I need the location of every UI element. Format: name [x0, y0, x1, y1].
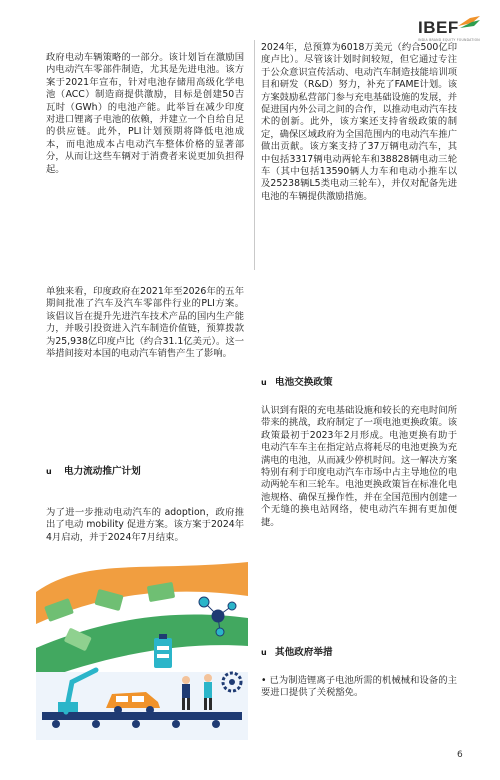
- heading-battery-swapping: [261, 377, 333, 389]
- page-number: 6: [457, 750, 463, 760]
- heading-emps-text: 电力流动推广计划: [64, 466, 141, 477]
- right-paragraph-battery-swapping: 认识到有限的充电基础设施和较长的充电时间所带来的挑战，政府制定了一项电池更换政策。该政策最初于2023年2月形成。电池更换有助于电动汽车车主在指定站点将耗尽的电池更换为充满电的电池，从而减少停机时间。这一解决方案特别有利于印度电动汽车市场中占主导地位的电动两轮车和三轮车。电池更换政策旨在标准化电池规格、确保互操作性，并在全国范围内创建一个无缝的换电站网络，使电动汽车拥有更加便捷。: [261, 405, 457, 528]
- right-paragraph-emps-continued: 2024年，总预算为6018万美元（约合500亿印度卢比）。尽管该计划时间较短，但它通过专注于公众意识宣传活动、电动汽车制造技能培训项目和研发（R&D）努力，补充了FAME计划。该方案鼓励私营部门参与充电基础设施的发展，并促进国内外公司之间的合作，以推动电动汽车技术的创新。此外，该方案还支持省级政策的制定，确保区域政府为全国范围内的电动汽车推广做出贡献。该方案支持了37万辆电动汽车，其中包括3317辆电动两轮车和38828辆电动三轮车（其中包括13590辆人力车和电动小推车以及25238辆L5类电动三轮车），并仅对配备先进电池的车辆提供激励措施。: [261, 42, 457, 202]
- logo-tagline: INDIA BRAND EQUITY FOUNDATION: [418, 38, 480, 42]
- right-paragraph-other-initiatives: • 已为制造锂离子电池所需的机械械和设备的主要进口提供了关税豁免。: [261, 675, 457, 699]
- logo-flag-mark-icon: [456, 14, 482, 32]
- left-paragraph-emps: 为了进一步推动电动汽车的 adoption，政府推出了电动 mobility 促进方案。该方案于2024年4月启动，并于2024年7月结束。: [46, 507, 244, 543]
- heading-bullet-icon: u: [261, 648, 267, 657]
- heading-battery-swapping-text: 电池交换政策: [275, 377, 333, 388]
- left-paragraph-pli-auto: 单独来看，印度政府在2021年至2026年的五年期间批准了汽车及汽车零部件行业的PLI方案。该倡议旨在提升先进汽车技术产品的国内生产能力，并吸引投资进入汽车制造价值链，预算拨款为25,938亿印度卢比（约合31.1亿美元）。这一举措间接对本国的电动汽车销售产生了影响。: [46, 286, 244, 360]
- heading-other-initiatives: [261, 647, 333, 659]
- left-paragraph-pli-battery: 政府电动车辆策略的一部分。该计划旨在激励国内电动汽车零部件制造，尤其是先进电池。该方案于2021年宣布，针对电池存储用高级化学电池（ACC）制造商提供激励，目标是创建50吉瓦时（GWh）的电池产能。此举旨在减少印度对进口锂离子电池的依赖，并建立一个自给自足的供应链。此外，PLI计划预期将降低电池成本，而电池成本占电动汽车整体价格的显著部分，从而让这些车辆对于消费者来说更加负担得起。: [46, 52, 244, 175]
- column-divider: [254, 40, 255, 270]
- ibef-logo: [416, 14, 482, 42]
- heading-other-initiatives-text: 其他政府举措: [275, 647, 333, 658]
- heading-emps: [46, 466, 141, 478]
- ev-industry-illustration: [36, 562, 248, 740]
- heading-bullet-icon: u: [46, 467, 52, 476]
- heading-bullet-icon: u: [261, 378, 267, 387]
- battery-icon: [154, 634, 172, 668]
- logo-text: IBEF: [418, 18, 459, 37]
- robot-base-icon: [58, 702, 78, 712]
